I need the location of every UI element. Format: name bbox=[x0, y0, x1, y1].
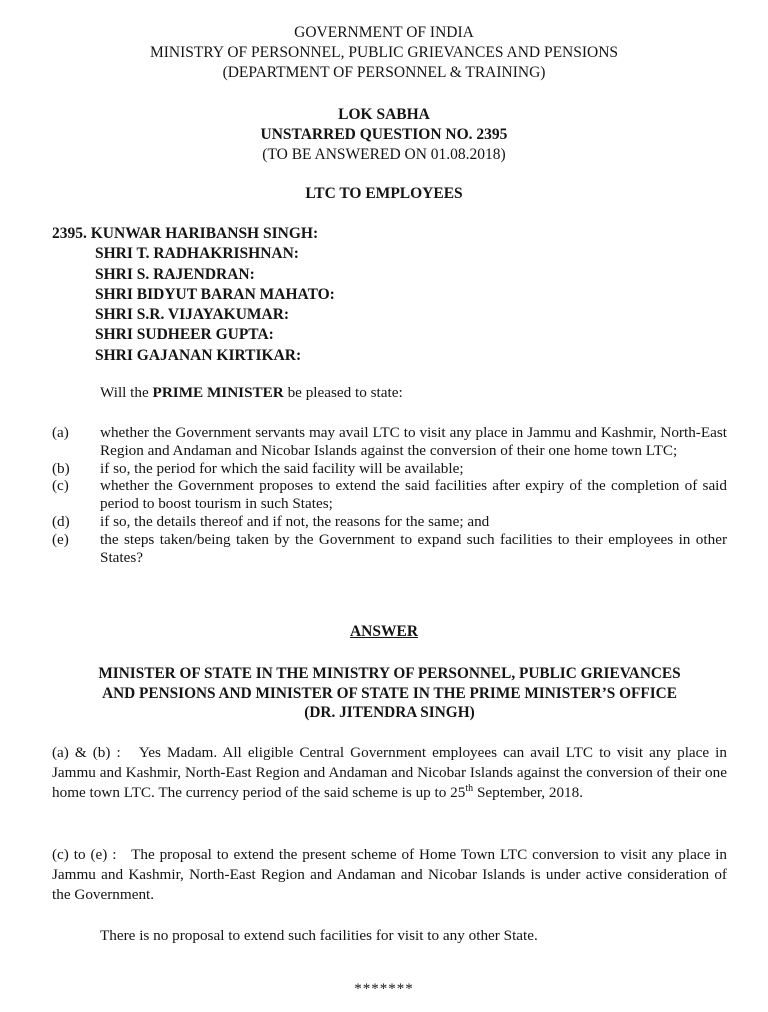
question-label: (b) bbox=[52, 459, 70, 477]
askers-list bbox=[52, 224, 335, 366]
subject-title: LTC TO EMPLOYEES bbox=[305, 185, 463, 202]
answer-label: (a) & (b) : bbox=[52, 744, 121, 761]
no-proposal-statement: There is no proposal to extend such facilities for visit to any other State. bbox=[100, 927, 538, 944]
government-header bbox=[0, 23, 768, 83]
question-item bbox=[52, 477, 727, 513]
answer-label: (c) to (e) : bbox=[52, 846, 117, 863]
question-item bbox=[52, 424, 727, 460]
question-text: whether the Government proposes to extend the said facilities after expiry of the completion of said period to boost tourism in such States; bbox=[100, 477, 727, 513]
header-line-ministry: MINISTRY OF PERSONNEL, PUBLIC GRIEVANCES AND PENSIONS bbox=[149, 44, 619, 61]
minister-name: (DR. JITENDRA SINGH) bbox=[304, 704, 475, 721]
question-label: (c) bbox=[52, 477, 69, 495]
asker-name: SHRI S. RAJENDRAN: bbox=[95, 265, 255, 283]
question-label: (e) bbox=[52, 530, 69, 548]
asker-name: SHRI S.R. VIJAYAKUMAR: bbox=[95, 306, 290, 324]
intro-suffix: be pleased to state: bbox=[283, 384, 403, 401]
house-name: LOK SABHA bbox=[338, 106, 430, 123]
asker-name: SHRI T. RADHAKRISHNAN: bbox=[95, 245, 299, 263]
question-text: the steps taken/being taken by the Government to expand such facilities to their employees in other States? bbox=[100, 530, 727, 566]
header-line-government: GOVERNMENT OF INDIA bbox=[294, 24, 474, 41]
question-intro bbox=[100, 383, 403, 402]
answer-heading: ANSWER bbox=[349, 623, 419, 640]
minister-designation bbox=[52, 664, 727, 723]
intro-addressee: PRIME MINISTER bbox=[152, 384, 284, 401]
intro-prefix: Will the bbox=[100, 384, 153, 401]
answer-paragraph-a-b bbox=[52, 743, 727, 803]
question-text: if so, the period for which the said facility will be available; bbox=[100, 459, 464, 477]
end-mark: ******* bbox=[354, 981, 414, 997]
asker-name: 2395. KUNWAR HARIBANSH SINGH: bbox=[52, 225, 319, 242]
question-label: (a) bbox=[52, 424, 69, 441]
question-list bbox=[52, 424, 727, 566]
question-label: (d) bbox=[52, 512, 70, 530]
question-header bbox=[0, 105, 768, 165]
question-item bbox=[52, 460, 727, 478]
answer-text-end: September, 2018. bbox=[473, 784, 584, 801]
header-line-department: (DEPARTMENT OF PERSONNEL & TRAINING) bbox=[222, 64, 546, 81]
ordinal-suffix: th bbox=[465, 782, 474, 794]
answer-text: The proposal to extend the present scheme of Home Town LTC conversion to visit any place in Jammu and Kashmir, North-East Region and Andaman and Nicobar Islands is under active consideration of the Government. bbox=[52, 846, 728, 903]
question-text: whether the Government servants may avail LTC to visit any place in Jammu and Kashmir, North-East Region and Andaman and Nicobar Islands against the conversion of their one home town LTC; bbox=[100, 424, 727, 459]
answer-paragraph-c-e bbox=[52, 845, 727, 905]
asker-name: SHRI SUDHEER GUPTA: bbox=[95, 326, 274, 344]
answer-text: Yes Madam. All eligible Central Government employees can avail LTC to visit any place in Jammu and Kashmir, North-East Region and Andaman and Nicobar Islands against the conversion of their one home town LTC. The currency period of the said scheme is up to 25 bbox=[52, 744, 727, 801]
asker-name: SHRI BIDYUT BARAN MAHATO: bbox=[95, 285, 335, 303]
question-item bbox=[52, 531, 727, 567]
question-text: if so, the details thereof and if not, the reasons for the same; and bbox=[100, 512, 490, 530]
question-number: UNSTARRED QUESTION NO. 2395 bbox=[260, 126, 508, 143]
question-item bbox=[52, 513, 727, 531]
asker-name: SHRI GAJANAN KIRTIKAR: bbox=[95, 346, 302, 364]
minister-line: MINISTER OF STATE IN THE MINISTRY OF PERSONNEL, PUBLIC GRIEVANCES bbox=[98, 665, 681, 682]
minister-line: AND PENSIONS AND MINISTER OF STATE IN THE PRIME MINISTER’S OFFICE bbox=[102, 684, 677, 702]
answer-date: (TO BE ANSWERED ON 01.08.2018) bbox=[262, 146, 506, 163]
